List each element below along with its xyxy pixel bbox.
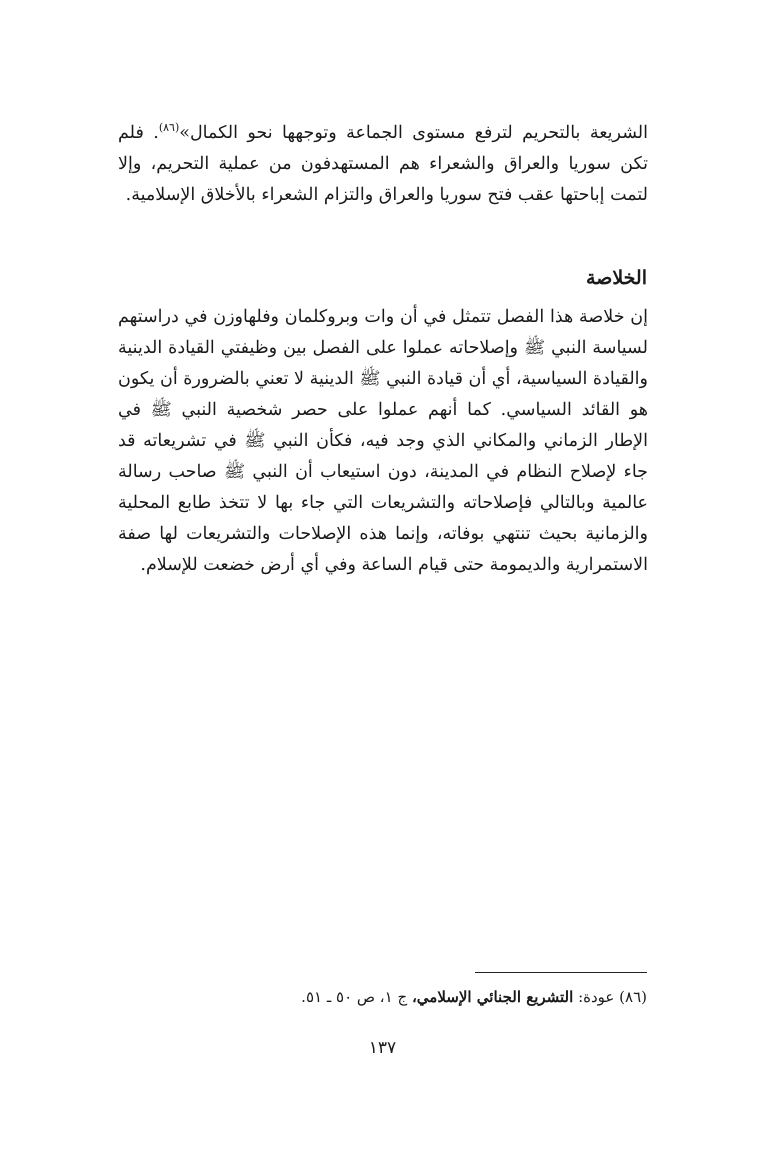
- top-paragraph-text-after: . فلم تكن سوريا والعراق والشعراء هم المستهدفون من عملية التحريم، وإلا لتمت إباحتها عقب فتح سوريا والعراق والتزام الشعراء بالأخلاق الإسلامية.: [118, 123, 648, 205]
- top-paragraph: [118, 118, 648, 211]
- main-paragraph: إن خلاصة هذا الفصل تتمثل في أن وات وبروكلمان وفلهاوزن في دراستهم لسياسة النبي ﷺ وإصلاحاته عملوا على الفصل بين وظيفتي القيادة الدينية والقيادة السياسية، أي أن قيادة النبي ﷺ الدينية لا تعني بالضرورة أن يكون هو القائد السياسي. كما أنهم عملوا على حصر شخصية النبي ﷺ في الإطار الزماني والمكاني الذي وجد فيه، فكأن النبي ﷺ في تشريعاته قد جاء لإصلاح النظام في المدينة، دون استيعاب أن النبي ﷺ صاحب رسالة عالمية وبالتالي فإصلاحاته والتشريعات التي جاء بها لا تتخذ طابع المحلية والزمانية بحيث تنتهي بوفاته، وإنما هذه الإصلاحات والتشريعات لها صفة الاستمرارية والديمومة حتى قيام الساعة وفي أي أرض خضعت للإسلام.: [118, 307, 648, 575]
- section-heading: الخلاصة: [586, 267, 647, 289]
- main-paragraph-container: [118, 302, 648, 581]
- footnote-divider: [475, 972, 647, 973]
- page-number: ١٣٧: [368, 1038, 397, 1058]
- footnote-reference: (٨٦): [158, 121, 180, 135]
- footnote-details: ج ١، ص ٥٠ ـ ٥١.: [301, 988, 408, 1006]
- top-paragraph-text: الشريعة بالتحريم لترفع مستوى الجماعة وتوجهها نحو الكمال»: [179, 123, 648, 143]
- footnote: [117, 985, 647, 1009]
- footnote-source: التشريع الجنائي الإسلامي،: [411, 988, 574, 1006]
- footnote-author: عودة:: [578, 988, 615, 1006]
- footnote-number: (٨٦): [619, 988, 647, 1006]
